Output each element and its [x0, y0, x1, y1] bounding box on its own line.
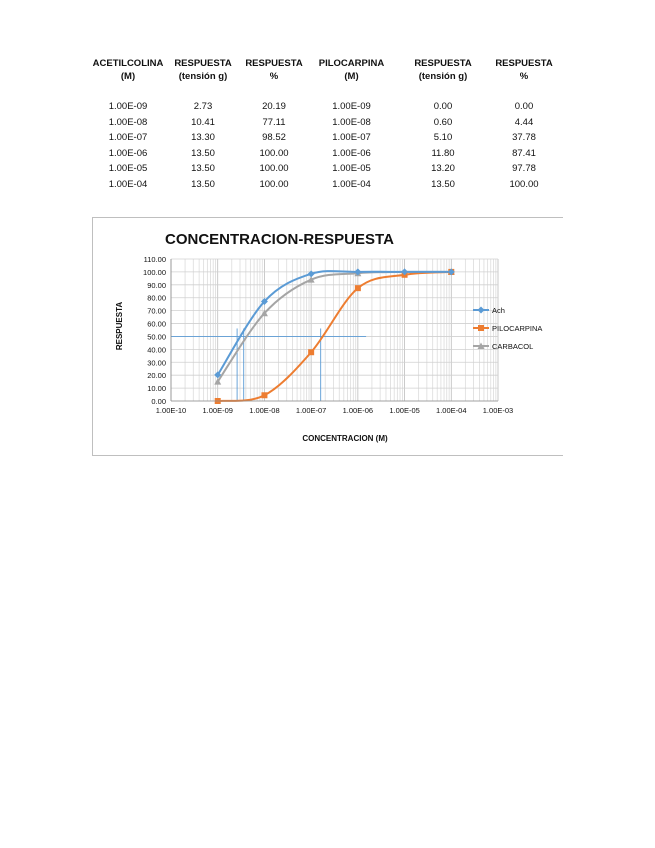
table-cell: 1.00E-08 [332, 116, 371, 128]
y-tick-label: 60.00 [147, 319, 166, 329]
table-cell: 5.10 [433, 132, 453, 143]
chart-title: CONCENTRACION-RESPUESTA [165, 231, 394, 248]
y-tick-label: 50.00 [147, 332, 166, 342]
header-respuesta-pct: RESPUESTA % [245, 58, 303, 82]
y-tick-label: 40.00 [147, 345, 166, 355]
chart-legend [473, 306, 542, 351]
table-cell: 1.00E-07 [332, 132, 371, 143]
table-row [88, 115, 555, 131]
chart-container [92, 217, 563, 456]
table-cell: 13.50 [431, 178, 455, 190]
table-cell: 0.00 [433, 101, 453, 112]
x-axis-label: CONCENTRACION (M) [302, 434, 388, 443]
table-cell: 13.50 [191, 147, 215, 159]
table-cell: 97.78 [512, 163, 536, 174]
table-cell: 1.00E-06 [332, 147, 371, 159]
table-cell: 1.00E-05 [332, 163, 371, 174]
y-tick-label: 70.00 [147, 306, 166, 316]
header-acetilcolina: ACETILCOLINA (M) [92, 58, 164, 82]
concentration-response-chart [93, 218, 564, 457]
table-cell: 13.30 [191, 132, 215, 143]
table-cell: 1.00E-09 [108, 101, 148, 112]
header-respuesta-tension-2: RESPUESTA (tensión g) [414, 58, 472, 82]
data-point-pilocarpina [261, 392, 267, 398]
table-cell: 1.00E-04 [108, 178, 148, 190]
x-tick-label: 1.00E-06 [342, 406, 374, 415]
table-cell: 10.41 [191, 116, 215, 128]
table-cell: 100.00 [259, 178, 289, 190]
table-row [88, 146, 555, 162]
header-respuesta-pct-2: RESPUESTA % [495, 58, 553, 82]
data-point-pilocarpina [355, 285, 361, 291]
x-tick-label: 1.00E-03 [482, 406, 514, 415]
x-tick-label: 1.00E-04 [436, 406, 467, 415]
table-cell: 13.20 [431, 163, 455, 174]
table-cell: 100.00 [259, 147, 289, 159]
table-cell: 1.00E-09 [332, 101, 371, 112]
reference-lines [171, 328, 366, 401]
legend-label-ach: Ach [492, 306, 505, 315]
table-cell: 1.00E-07 [108, 132, 148, 143]
table-cell: 13.50 [191, 178, 215, 190]
table-header-row [88, 57, 555, 83]
table-cell: 0.60 [433, 116, 453, 128]
table-row [88, 130, 555, 146]
data-table [88, 57, 555, 192]
table-cell: 11.80 [431, 147, 455, 159]
x-tick-label: 1.00E-07 [295, 406, 327, 415]
chart-axes [143, 255, 513, 415]
y-tick-label: 20.00 [147, 371, 166, 381]
legend-label-pilocarpina: PILOCARPINA [492, 324, 543, 333]
table-row [88, 161, 555, 177]
x-tick-label: 1.00E-08 [249, 406, 280, 415]
y-tick-label: 0.00 [151, 397, 166, 406]
x-tick-label: 1.00E-10 [155, 406, 187, 415]
header-respuesta-tension: RESPUESTA (tensión g) [174, 58, 232, 82]
legend-label-carbacol: CARBACOL [492, 342, 534, 351]
series-line-carbacol [218, 272, 452, 382]
table-cell: 100.00 [509, 178, 539, 190]
y-tick-label: 100.00 [143, 267, 166, 277]
y-axis-label: RESPUESTA [115, 301, 124, 351]
table-cell: 1.00E-04 [332, 178, 371, 190]
y-tick-label: 30.00 [147, 358, 166, 368]
table-cell: 87.41 [512, 147, 536, 159]
table-cell: 98.52 [262, 132, 286, 143]
table-cell: 0.00 [514, 101, 534, 112]
x-tick-label: 1.00E-05 [389, 406, 420, 415]
table-cell: 1.00E-08 [108, 116, 148, 128]
table-cell: 77.11 [262, 116, 286, 128]
legend-marker-ach [478, 307, 485, 314]
table-cell: 1.00E-06 [108, 147, 148, 159]
table-cell: 2.73 [193, 101, 213, 112]
table-cell: 1.00E-05 [108, 163, 148, 174]
table-row [88, 99, 555, 115]
header-pilocarpina: PILOCARPINA (M) [318, 58, 385, 82]
table-cell: 4.44 [514, 116, 534, 128]
data-point-pilocarpina [308, 349, 314, 355]
table-cell: 100.00 [259, 163, 289, 174]
y-tick-label: 80.00 [147, 293, 166, 303]
y-tick-label: 10.00 [147, 384, 166, 394]
x-tick-label: 1.00E-09 [202, 406, 233, 415]
y-tick-label: 90.00 [147, 280, 166, 290]
legend-marker-pilocarpina [478, 325, 484, 331]
table-cell: 13.50 [191, 163, 215, 174]
series-line-ach [218, 271, 452, 375]
table-spacer [88, 83, 555, 99]
y-tick-label: 110.00 [143, 255, 166, 264]
table-cell: 20.19 [262, 101, 286, 112]
table-row [88, 177, 555, 193]
table-cell: 37.78 [512, 132, 536, 143]
